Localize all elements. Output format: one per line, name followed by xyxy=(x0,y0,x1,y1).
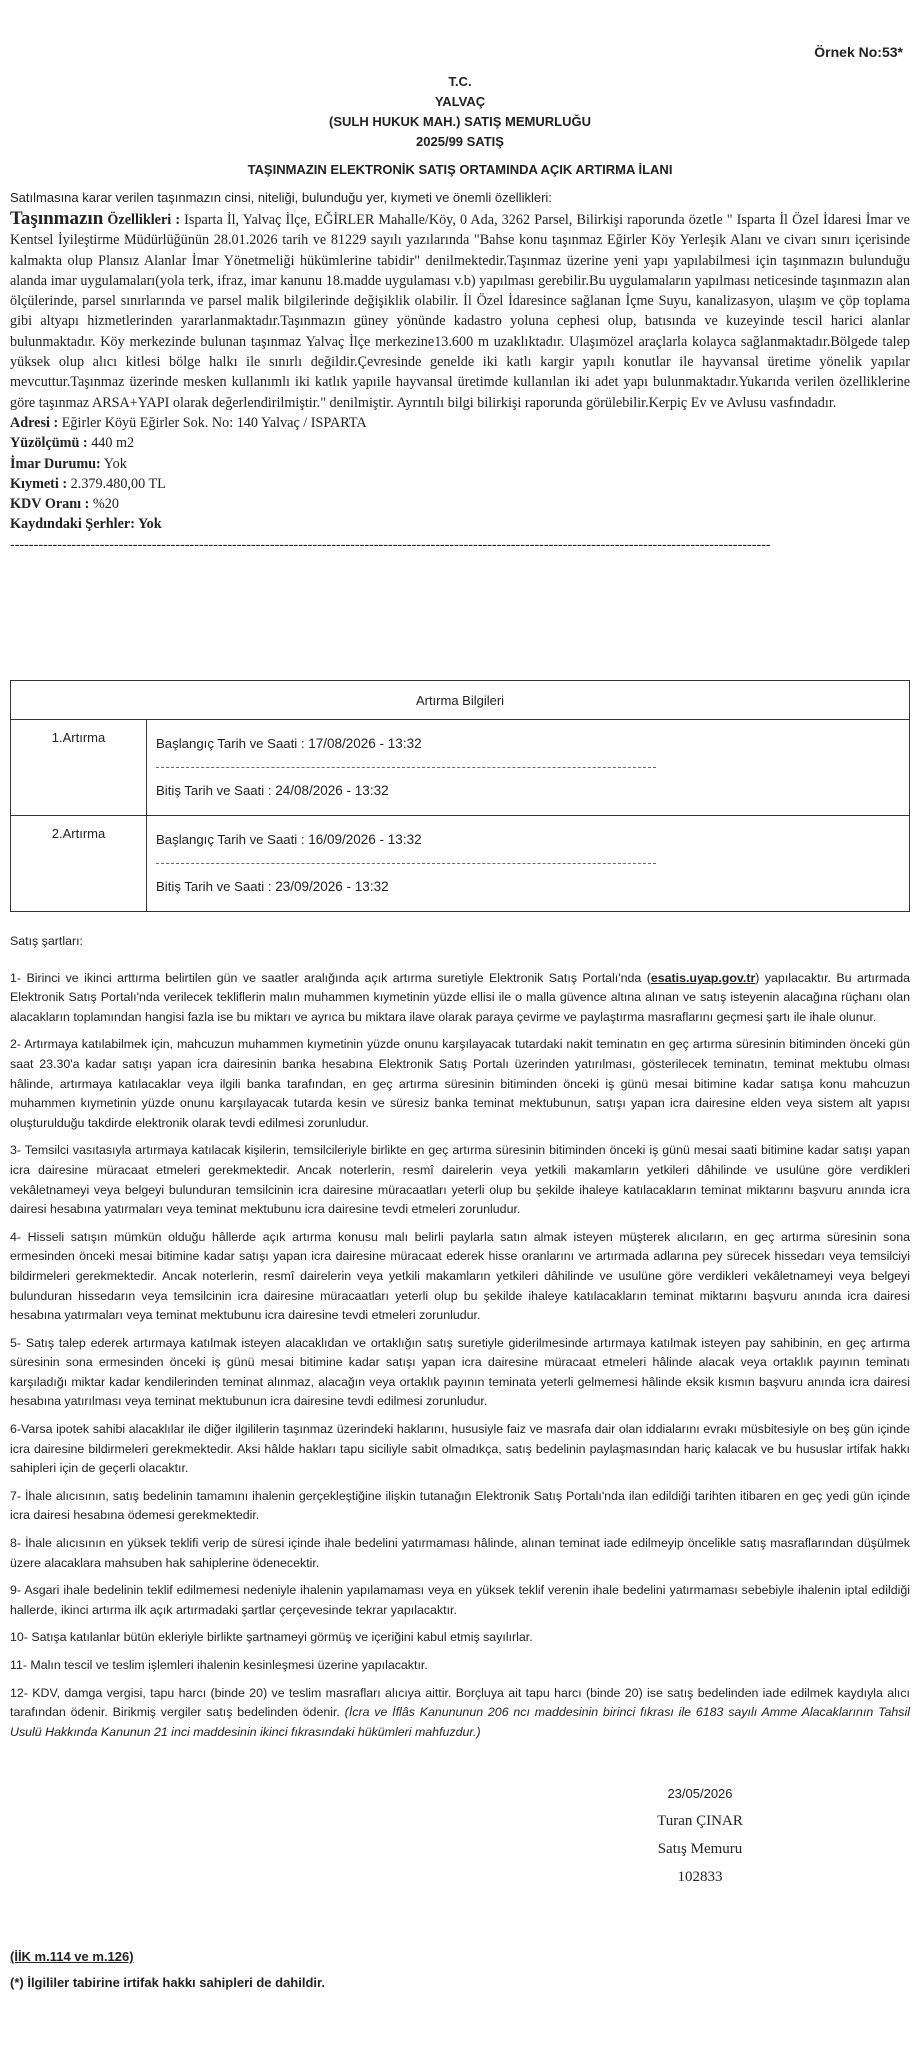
auction-start-line xyxy=(156,817,900,863)
vat-label: KDV Oranı : xyxy=(10,496,90,513)
auction-row-1 xyxy=(11,720,910,816)
sale-terms-title: Satış şartları: xyxy=(10,934,83,948)
end-datetime: 23/09/2026 - 13:32 xyxy=(275,879,389,894)
annotations-label: Kaydındaki Şerhler: xyxy=(10,516,135,533)
annotations-value: Yok xyxy=(134,516,162,533)
area-label: Yüzölçümü : xyxy=(10,435,88,452)
property-area xyxy=(10,433,910,453)
start-label: Başlangıç Tarih ve Saati : xyxy=(156,832,309,847)
term-9: 9- Asgari ihale bedelinin teklif edilmemesi nedeniyle ihalenin yapılamaması veya en yüksek teklif verenin ihale bedelini yatırmaması sebebiyle ihalenin iptal edildiği hallerde, ikinci artırma ilk açık artırmadaki şartlar çerçevesinde tekrar yapılacaktır. xyxy=(10,1583,910,1617)
dash-separator: ----------------------------------------------------------------------------------------------------------------------------------------------------------------- xyxy=(10,536,771,553)
esatis-link[interactable]: esatis.uyap.gov.tr xyxy=(650,970,756,985)
property-details xyxy=(10,209,910,555)
term-1-text-b: ) yapılacaktır. Bu artırmada Elektronik Satış Portalı'nda verilecek tekliflerin malın muhammen kıymetinin yüzde ellisi ile o malla güvence altına alınan ve satış isteyenin alacağına rüçhanı olan alacakların toplamından hangisi fazla ise bu miktarı ve ayrıca bu miktara ilave olarak paraya çevirme ve paylaştırma masraflarını geçmesi şartı ile ihale olunur. xyxy=(10,970,910,1024)
property-heading-rest: Özellikleri : xyxy=(103,212,181,228)
term-5: 5- Satış talep ederek artırmaya katılmak isteyen alacaklıdan ve ortaklığın satış suretiyle giderilmesinde artırmaya katılmak isteyen pay sahibinin, en geç artırma süresinin sona ermesinden önceki iş günü mesai bitimine kadar satışı yapan icra dairesine müracaat etmeleri hâlinde alacak veya ortaklık payının teminatı karşıladığı miktar kadar kendilerinden teminat alınmaz, alacağın veya ortaklık payının teminata yeterli gelmemesi hâlinde eksik kısmın başvuru anında icra dairesi hesabına yatırılması veya teminat mektubunun icra dairesine tevdi edilmesi zorunludur. xyxy=(10,1335,910,1409)
signature-number: 102833 xyxy=(677,1869,723,1885)
ornek-no: Örnek No:53* xyxy=(814,44,903,60)
signature-title: Satış Memuru xyxy=(657,1841,743,1857)
term-2: 2- Artırmaya katılabilmek için, mahcuzun muhammen kıymetinin yüzde onunu karşılayacak tutardaki nakit teminatın en geç artırma süresinin bitiminden önceki gün saat 23.30'a kadar satışı yapan icra dairesinin banka hesabına Elektronik Satış Portalı üzerinden yatırılması, gösterilecek teminatın, teminat mektubu olması hâlinde, artırmaya katılacaklar veya ilgili banka tarafından, en geç artırma süresinin bitiminden önceki iş günü mesai bitimine kadar satışa konu mahcuzun muhammen kıymetinin yüzde onunu karşılayacak tutarda kesin ve süresiz banka teminat mektubunun, satışı yapan icra dairesine elden veya sistem alt yapısı oluşturulduğu takdirde elektronik olarak tevdi edilmesi zorunludur. xyxy=(10,1037,910,1130)
area-value: 440 m2 xyxy=(87,435,135,452)
signature-date: 23/05/2026 xyxy=(667,1786,733,1801)
header-line-tc: T.C. xyxy=(448,74,472,89)
zoning-label: İmar Durumu: xyxy=(10,455,101,472)
start-datetime: 17/08/2026 - 13:32 xyxy=(308,736,422,751)
term-12-italic-note: (İcra ve İflâs Kanununun 206 ncı maddesinin birinci fıkrası ile 6183 sayılı Amme Alacaklarının Tahsil Usulü Hakkında Kanunun 21 inci maddesinin ikinci fıkrasındaki hükümleri mahfuzdur.) xyxy=(10,1705,911,1739)
zoning-value: Yok xyxy=(100,455,127,472)
auction-round-label: 2.Artırma xyxy=(11,816,147,912)
address-label: Adresi : xyxy=(10,414,59,431)
auction-round-label: 1.Artırma xyxy=(11,720,147,816)
end-label: Bitiş Tarih ve Saati : xyxy=(156,783,276,798)
term-11: 11- Malın tescil ve teslim işlemleri ihalenin kesinleşmesi üzerine yapılacaktır. xyxy=(10,1658,428,1672)
end-label: Bitiş Tarih ve Saati : xyxy=(156,879,276,894)
property-description-text: Isparta İl, Yalvaç İlçe, EĞİRLER Mahalle/Köy, 0 Ada, 3262 Parsel, Bilirkişi raporunda özetle " Isparta İl Özel İdaresi İmar ve Kentsel İyileştirme Müdürlüğünün 28.01.2026 tarih ve 81229 sayılı yazılarında "Bahse konu taşınmaz Eğirler Köy Yerleşik Alanı ve civarı sınırı içerisinde kalmakta olup Plansız Alanlar İmar Yönetmeliği hükümlerine tabidir" denilmektedir.Taşınmaz üzerine yeni yapı yapılabilmesi için taşınmazın bulunduğu alanda imar uygulamaları(yola terk, ifraz, imar kanunu 18.madde uygulaması v.b) yapılması gerebilir.Bu uygulamaların yapılması neticesinde taşınmazın alan ölçülerinde, parsel sınırlarında ve parsel malik bilgilerinde değişiklik olabilir. İl Özel İdaresince sağlanan İçme Suyu, kanalizasyon, ulaşım ve çöp toplama gibi altyapı hizmetlerinden yararlanmaktadır.Taşınmazın güney yönünde kadastro yoluna cephesi olup, batısında ve kuzeyinde tescil harici alanlar bulunmaktadır. Köy merkezinde bulunan taşınmaz Yalvaç İlçe merkezine13.600 m uzaklıktadır. Ulaşımözel araçlarla kolayca sağlanmaktadır.Bölgede talep yüksek olup alıcı kitlesi bölge halkı ile sınırlı değildir.Çevresinde genelde iki katlı kargir yapılı konutlar ile hayvansal üretime yönelik yapılar mevcuttur.Taşınmaz üzerinde mesken kullanımlı iki katlık yapıile hayvansal üretimde kullanılan iki adet yapı bulunmaktadır.Yukarıda verilen özelliklerine göre taşınmaz ARSA+YAPI olarak değerlendirilmiştir." denilmiştir. Ayrıntılı bilgi bilirkişi raporunda görülebilir.Kerpiç Ev ve Avlusu vasfındadır. xyxy=(10,212,910,411)
value-amount: 2.379.480,00 TL xyxy=(67,475,166,492)
term-7: 7- İhale alıcısının, satış bedelinin tamamını ihalenin gerçekleştiğine ilişkin tutanağın Elektronik Satış Portalı'nda ilan edildiği tarihten itibaren en geç yedi gün içinde icra dairesi hesabına ödemesi gerekmektedir. xyxy=(10,1488,910,1523)
header-line-file-no: 2025/99 SATIŞ xyxy=(416,134,504,149)
term-8: 8- İhale alıcısının en yüksek teklifi verip de süresi içinde ihale bedelini yatırmaması hâlinde, alınan teminat iade edilmeyip öncelikle satış masraflarından düşülmek üzere alacaklara mahsuben hak sahiplerine ödenecektir. xyxy=(10,1536,910,1570)
document-header xyxy=(0,72,920,152)
header-line-city: YALVAÇ xyxy=(434,94,486,109)
auction-dates-cell xyxy=(147,720,910,816)
intro-text: Satılmasına karar verilen taşınmazın cinsi, niteliği, bulunduğu yer, kıymeti ve önemli özellikleri: xyxy=(10,190,552,205)
auction-table-title: Artırma Bilgileri xyxy=(11,681,910,720)
term-1 xyxy=(10,969,910,1028)
auction-dates-cell xyxy=(147,816,910,912)
term-12 xyxy=(10,1684,910,1743)
footnote: (*) İlgililer tabirine irtifak hakkı sahipleri de dahildir. xyxy=(10,1975,325,1990)
term-10: 10- Satışa katılanlar bütün ekleriyle birlikte şartnameyi görmüş ve içeriğini kabul etmiş sayılırlar. xyxy=(10,1630,533,1645)
property-value xyxy=(10,474,910,494)
property-vat xyxy=(10,494,910,514)
auction-end-line xyxy=(156,864,900,910)
vat-value: %20 xyxy=(89,496,119,513)
address-value: Eğirler Köyü Eğirler Sok. No: 140 Yalvaç / ISPARTA xyxy=(58,414,367,431)
property-zoning xyxy=(10,454,910,474)
auction-table-header-row xyxy=(11,681,910,720)
header-line-office: (SULH HUKUK MAH.) SATIŞ MEMURLUĞU xyxy=(329,114,591,129)
property-description xyxy=(10,209,910,413)
term-12-text: 12- KDV, damga vergisi, tapu harcı (binde 20) ve teslim masrafları alıcıya aittir. Borçluya ait tapu harcı (binde 20) ise satış bedelinden iade edilmek kaydıyla alıcı tarafından ödenir. Birikmiş vergiler satış bedelinden ödenir. xyxy=(10,1685,910,1720)
property-heading-big: Taşınmazın xyxy=(10,208,104,229)
value-label: Kıymeti : xyxy=(10,475,68,492)
sale-terms xyxy=(10,932,910,1750)
term-4: 4- Hisseli satışın mümkün olduğu hâllerde açık artırma konusu malı belirli paylarla satın almak isteyen müşterek alıcıların, en geç artırma süresinin sona ermesinden önceki mesai bitimine kadar satışı yapan icra dairesine müracaat ederek hisse oranlarını ve artırmada adlarına pey sürecek hissedarı veya temsilciyi bildirmeleri gerekmektedir. Ancak noterlerin, resmî dairelerin veya yetkili makamların yetkileri dâhilinde ve usulüne göre verdikleri vekâletnameyi veya belgeyi bulunduran hissedarın veya temsilcinin icra dairesine müracaatları yeterli olup bu şekilde ihaleye katılacakların teminat miktarını başvuru anında icra dairesi hesabına yatırmaları veya teminat mektubunu icra dairesine tevdi etmeleri zorunludur. xyxy=(10,1229,910,1323)
auction-start-line xyxy=(156,721,900,767)
property-annotations xyxy=(10,514,910,534)
term-6: 6-Varsa ipotek sahibi alacaklılar ile diğer ilgililerin taşınmaz üzerindeki haklarını, hususiyle faiz ve masrafa dair olan iddialarını evrakı müsbitesiyle on beş gün içinde icra dairesine bildirmeleri gerekmektedir. Aksi hâlde hakları tapu siciliyle sabit olmadıkça, satış bedelinin paylaşmasından hariç kalacak ve bu hususlar irtifak hakkı sahipleri için de geçerli olacaktır. xyxy=(10,1422,910,1476)
start-datetime: 16/09/2026 - 13:32 xyxy=(308,832,422,847)
term-3: 3- Temsilci vasıtasıyla artırmaya katılacak kişilerin, temsilcileriyle birlikte en geç artırma süresinin bitiminden önceki iş günü mesai saati bitimine kadar satışı yapan icra dairesine müracaat etmeleri gerekmektedir. Ancak noterlerin, resmî dairelerin veya yetkili makamların yetkileri dâhilinde ve usulüne göre verdikleri vekâletnameyi veya belgeyi bulunduran temsilcinin icra dairesine müracaatları yeterli olup bu şekilde ihaleye katılacakların teminat miktarını başvuru anında icra dairesi hesabına yatırmaları veya teminat mektubunu icra dairesine tevdi etmeleri zorunludur. xyxy=(10,1143,910,1217)
property-address xyxy=(10,413,910,433)
legal-reference: (İİK m.114 ve m.126) xyxy=(10,1949,134,1964)
start-label: Başlangıç Tarih ve Saati : xyxy=(156,736,309,751)
auction-table xyxy=(10,680,910,912)
auction-end-line xyxy=(156,768,900,814)
auction-row-2 xyxy=(11,816,910,912)
notice-title: TAŞINMAZIN ELEKTRONİK SATIŞ ORTAMINDA AÇIK ARTIRMA İLANI xyxy=(247,162,673,177)
end-datetime: 24/08/2026 - 13:32 xyxy=(275,783,389,798)
signature-name: Turan ÇINAR xyxy=(657,1813,743,1829)
term-1-text-a: 1- Birinci ve ikinci arttırma belirtilen gün ve saatler aralığında açık artırma suretiyle Elektronik Satış Portalı'nda ( xyxy=(10,970,651,985)
